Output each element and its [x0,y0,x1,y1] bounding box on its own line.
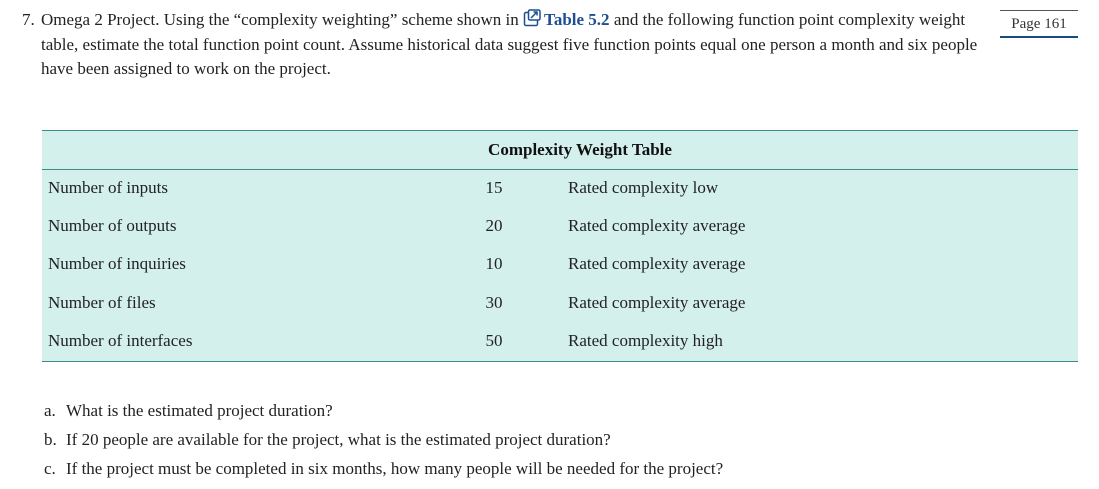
problem-number: 7. [22,10,35,29]
question-text: What is the estimated project duration? [66,401,333,420]
row-label: Number of outputs [48,216,177,236]
external-link-icon [523,9,541,27]
problem-text-end: and the following function point complexity weight table, estimate the total function point count. Assume historical data suggest five function points equal one person a month and six people have been assigned to work on the project. [41,10,978,78]
table-5-2-link[interactable] [523,10,610,29]
row-label: Number of interfaces [48,330,193,350]
row-value: 20 [485,216,503,236]
question-letter: b. [44,430,57,449]
question-item [44,396,723,425]
question-item [44,425,723,454]
row-label: Number of files [48,292,156,312]
row-rating: Rated complexity average [568,292,746,312]
question-list [44,396,723,483]
row-rating: Rated complexity average [568,254,746,274]
row-value: 30 [485,292,503,312]
row-rating: Rated complexity low [568,178,719,197]
question-text: If the project must be completed in six months, how many people will be needed for the project? [66,459,724,478]
question-letter: c. [44,459,56,478]
row-value: 10 [485,254,503,274]
problem-body [41,8,997,82]
question-text: If 20 people are available for the project, what is the estimated project duration? [66,430,611,449]
page-marker: Page 161 [1000,10,1078,38]
question-item [44,454,723,483]
table-row [42,208,1078,246]
question-letter: a. [44,401,56,420]
table-row [42,285,1078,323]
table-row [42,323,1078,361]
table-row [42,246,1078,284]
table-link-label[interactable]: Table 5.2 [544,10,610,29]
row-label: Number of inputs [48,178,168,197]
row-value: 15 [485,178,503,197]
row-value: 50 [485,330,503,350]
row-label: Number of inquiries [48,254,186,274]
row-rating: Rated complexity high [568,330,723,350]
row-rating: Rated complexity average [568,216,746,236]
complexity-weight-table [42,130,1078,362]
table-caption: Complexity Weight Table [42,131,1078,170]
table-row [42,170,1078,208]
problem-statement [22,8,997,82]
problem-text-start: Omega 2 Project. Using the “complexity weighting” scheme shown in [41,10,519,29]
